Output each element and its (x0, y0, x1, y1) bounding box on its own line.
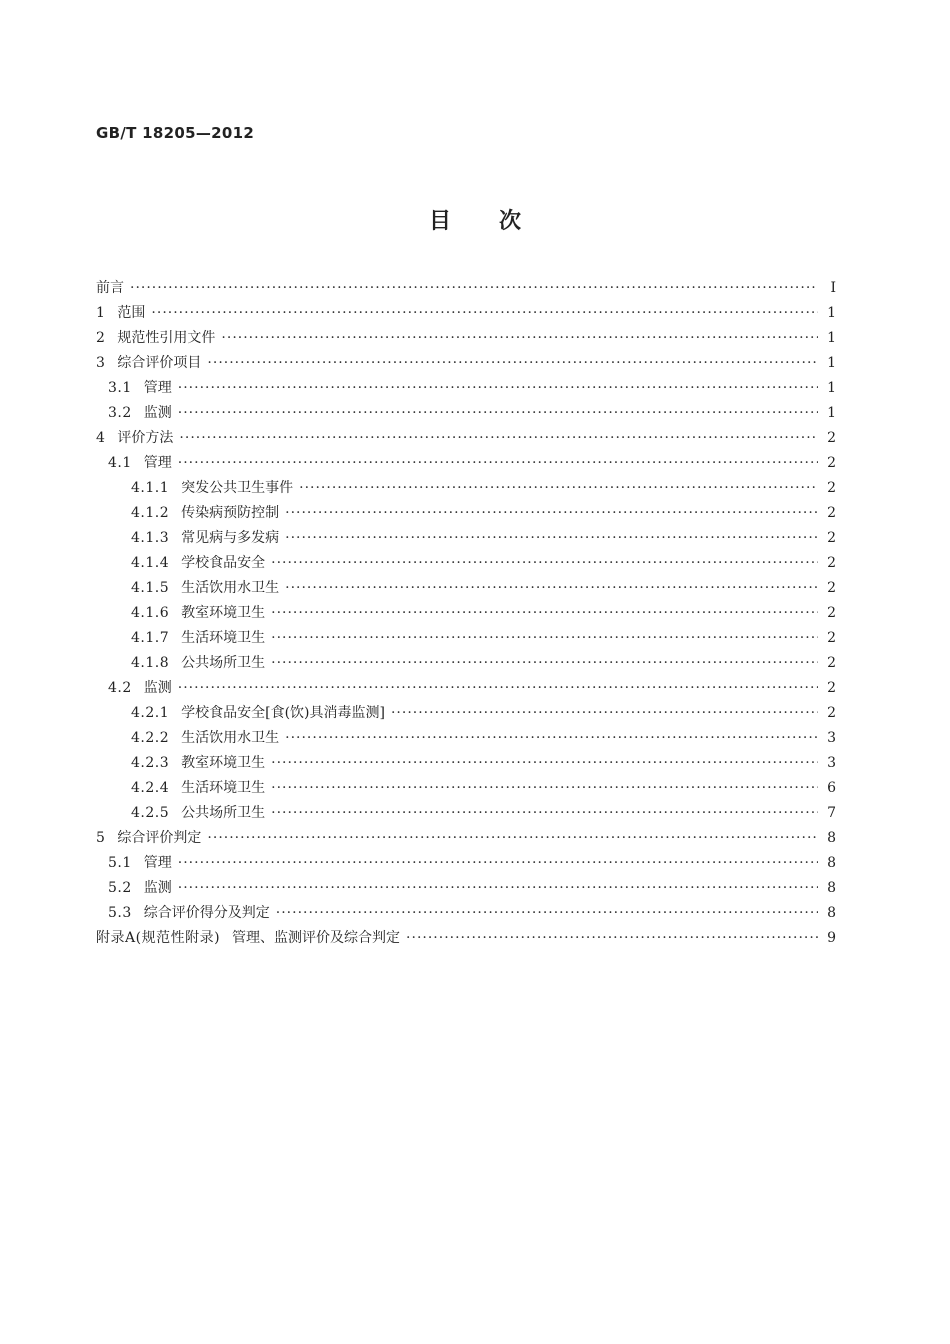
toc-entry-number: 4 (96, 430, 106, 446)
toc-entry-label: 综合评价项目 (117, 355, 202, 371)
toc-entry[interactable] (96, 356, 836, 370)
toc-entry-label: 教室环境卫生 (181, 605, 266, 621)
toc-leader-dots (221, 331, 818, 345)
toc-entry-label: 评价方法 (117, 430, 174, 446)
toc-entry-number: 3 (96, 355, 106, 371)
toc-entry[interactable] (96, 481, 836, 495)
toc-leader-dots (178, 856, 818, 870)
toc-entry-page: 2 (827, 705, 836, 721)
toc-entry-number: 4.1.4 (131, 555, 170, 571)
toc-entry-page: 8 (827, 830, 836, 846)
toc-entry-label: 公共场所卫生 (181, 805, 266, 821)
toc-entry-page: 8 (827, 905, 836, 921)
toc-leader-dots (271, 631, 818, 645)
toc-entry-label: 管理 (143, 855, 172, 871)
toc-entry[interactable] (96, 706, 836, 720)
toc-entry-label: 教室环境卫生 (181, 755, 266, 771)
toc-leader-dots (178, 881, 818, 895)
toc-entry-number: 4.1.6 (131, 605, 170, 621)
toc-leader-dots (271, 806, 818, 820)
toc-entry-page: Ⅰ (830, 280, 836, 296)
toc-leader-dots (178, 406, 818, 420)
toc-entry[interactable] (96, 531, 836, 545)
toc-entry[interactable] (96, 856, 836, 870)
toc-entry-number: 1 (96, 305, 106, 321)
toc-entry[interactable] (96, 331, 836, 345)
toc-leader-dots (391, 706, 818, 720)
toc-leader-dots (271, 656, 818, 670)
table-of-contents (96, 281, 836, 956)
toc-entry-page: 7 (827, 805, 836, 821)
toc-entry-label: 监测 (143, 405, 172, 421)
toc-entry-number: 4.1.3 (131, 530, 170, 546)
toc-entry-number: 附录A(规范性附录) (96, 930, 221, 946)
toc-leader-dots (178, 681, 818, 695)
toc-entry-page: 2 (827, 655, 836, 671)
toc-leader-dots (271, 756, 818, 770)
toc-entry-page: 6 (827, 780, 836, 796)
toc-leader-dots (130, 281, 818, 295)
toc-entry-label: 范围 (117, 305, 146, 321)
toc-entry-page: 1 (827, 330, 836, 346)
toc-entry-page: 2 (827, 555, 836, 571)
toc-entry-number: 5 (96, 830, 106, 846)
toc-entry[interactable] (96, 456, 836, 470)
toc-leader-dots (271, 781, 818, 795)
toc-leader-dots (207, 831, 818, 845)
toc-entry[interactable] (96, 306, 836, 320)
toc-entry-page: 2 (827, 580, 836, 596)
toc-entry-number: 4.1 (108, 455, 132, 471)
toc-entry-label: 公共场所卫生 (181, 655, 266, 671)
toc-entry-page: 1 (827, 355, 836, 371)
toc-entry-number: 2 (96, 330, 106, 346)
toc-entry[interactable] (96, 581, 836, 595)
toc-entry-label: 管理、监测评价及综合判定 (232, 930, 401, 946)
toc-entry-page: 2 (827, 480, 836, 496)
toc-entry[interactable] (96, 656, 836, 670)
toc-leader-dots (285, 731, 818, 745)
toc-entry[interactable] (96, 631, 836, 645)
toc-leader-dots (207, 356, 818, 370)
toc-entry-number: 5.3 (108, 905, 132, 921)
toc-entry-page: 2 (827, 430, 836, 446)
toc-entry[interactable] (96, 806, 836, 820)
toc-entry-page: 1 (827, 405, 836, 421)
toc-entry-label: 生活环境卫生 (181, 780, 266, 796)
toc-entry[interactable] (96, 831, 836, 845)
toc-entry-number: 4.2 (108, 680, 132, 696)
toc-leader-dots (271, 606, 818, 620)
toc-entry-page: 2 (827, 630, 836, 646)
toc-entry-label: 传染病预防控制 (181, 505, 280, 521)
toc-leader-dots (285, 581, 818, 595)
toc-entry[interactable] (96, 681, 836, 695)
toc-entry-page: 2 (827, 505, 836, 521)
toc-leader-dots (178, 456, 818, 470)
toc-leader-dots (178, 381, 818, 395)
toc-entry-number: 4.1.7 (131, 630, 170, 646)
toc-entry-page: 2 (827, 455, 836, 471)
toc-entry-number: 3.2 (108, 405, 132, 421)
toc-entry-number: 4.2.1 (131, 705, 170, 721)
toc-entry-page: 3 (827, 730, 836, 746)
toc-entry[interactable] (96, 931, 836, 945)
toc-entry[interactable] (96, 756, 836, 770)
standard-code: GB/T 18205—2012 (96, 124, 255, 142)
toc-entry-page: 8 (827, 880, 836, 896)
toc-entry-label: 突发公共卫生事件 (181, 480, 294, 496)
toc-entry-page: 2 (827, 680, 836, 696)
toc-entry-page: 2 (827, 530, 836, 546)
toc-entry[interactable] (96, 731, 836, 745)
toc-leader-dots (285, 506, 818, 520)
toc-entry-label: 综合评价判定 (117, 830, 202, 846)
toc-leader-dots (406, 931, 818, 945)
toc-entry-label: 生活环境卫生 (181, 630, 266, 646)
toc-entry-number: 5.1 (108, 855, 132, 871)
toc-entry[interactable] (96, 881, 836, 895)
toc-entry-label: 监测 (143, 880, 172, 896)
toc-entry-number: 4.2.2 (131, 730, 170, 746)
toc-entry[interactable] (96, 431, 836, 445)
toc-leader-dots (151, 306, 818, 320)
toc-entry-label: 前言 (96, 280, 124, 296)
toc-entry-number: 4.1.8 (131, 655, 170, 671)
toc-entry-page: 2 (827, 605, 836, 621)
toc-entry-label: 管理 (143, 455, 172, 471)
toc-entry[interactable] (96, 406, 836, 420)
toc-entry-label: 学校食品安全 (181, 555, 266, 571)
toc-entry-number: 4.1.5 (131, 580, 170, 596)
toc-entry-page: 3 (827, 755, 836, 771)
toc-entry-label: 管理 (143, 380, 172, 396)
toc-entry-number: 4.2.3 (131, 755, 170, 771)
toc-entry[interactable] (96, 606, 836, 620)
toc-entry[interactable] (96, 281, 836, 295)
toc-entry-number: 4.2.5 (131, 805, 170, 821)
toc-entry-number: 5.2 (108, 880, 132, 896)
toc-entry-label: 学校食品安全[食(饮)具消毒监测] (181, 705, 385, 721)
toc-entry[interactable] (96, 381, 836, 395)
toc-entry-label: 生活饮用水卫生 (181, 730, 280, 746)
toc-entry-page: 1 (827, 380, 836, 396)
toc-entry-label: 常见病与多发病 (181, 530, 280, 546)
toc-entry-number: 4.1.2 (131, 505, 170, 521)
toc-entry[interactable] (96, 906, 836, 920)
toc-leader-dots (271, 556, 818, 570)
toc-entry-label: 监测 (143, 680, 172, 696)
toc-entry-number: 3.1 (108, 380, 132, 396)
toc-leader-dots (299, 481, 818, 495)
toc-leader-dots (285, 531, 818, 545)
toc-entry-number: 4.1.1 (131, 480, 170, 496)
page-title: 目次 (428, 209, 569, 234)
toc-entry-page: 9 (827, 930, 836, 946)
toc-entry-label: 生活饮用水卫生 (181, 580, 280, 596)
toc-entry-number: 4.2.4 (131, 780, 170, 796)
toc-entry-page: 8 (827, 855, 836, 871)
toc-leader-dots (276, 906, 818, 920)
toc-entry[interactable] (96, 506, 836, 520)
toc-entry-label: 综合评价得分及判定 (143, 905, 270, 921)
toc-entry-page: 1 (827, 305, 836, 321)
toc-entry[interactable] (96, 556, 836, 570)
toc-entry-label: 规范性引用文件 (117, 330, 216, 346)
toc-entry[interactable] (96, 781, 836, 795)
toc-leader-dots (179, 431, 818, 445)
